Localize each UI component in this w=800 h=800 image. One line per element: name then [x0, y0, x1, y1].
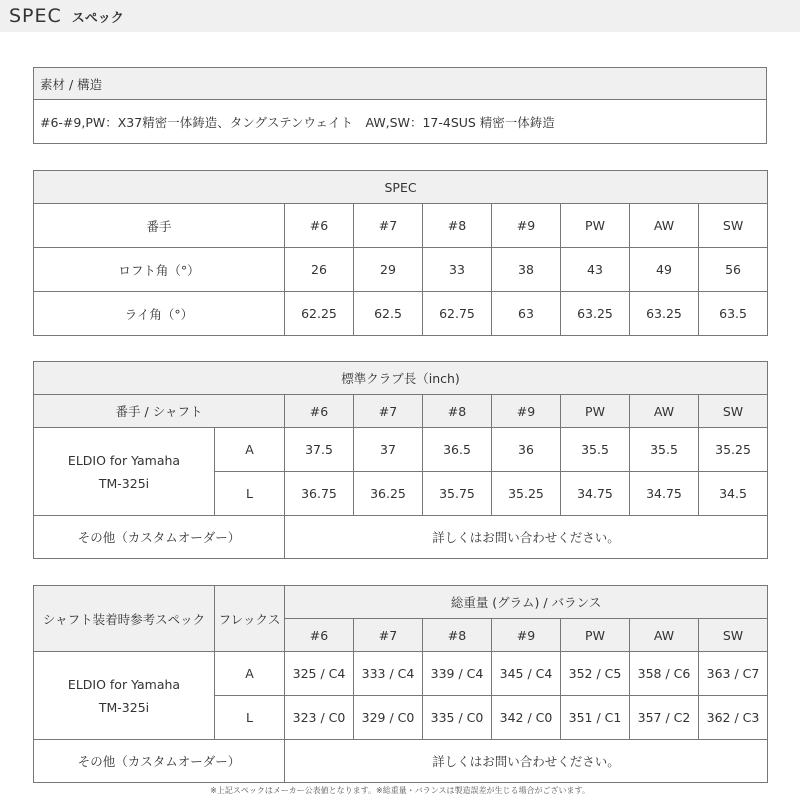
weight-value: 363 / C7	[699, 652, 768, 696]
loft-value: 29	[354, 248, 423, 292]
weight-value: 342 / C0	[492, 696, 561, 740]
club-label: SW	[699, 204, 768, 248]
weight-value: 357 / C2	[630, 696, 699, 740]
club-label: AW	[630, 395, 699, 428]
club-label: #7	[354, 395, 423, 428]
shaft-name-line2: TM-325i	[98, 699, 150, 715]
custom-order-label: その他（カスタムオーダー）	[34, 740, 285, 783]
length-table	[33, 361, 768, 559]
flex-a-label: A	[215, 428, 285, 472]
club-label: #6	[285, 204, 354, 248]
custom-order-note: 詳しくはお問い合わせください。	[285, 740, 768, 783]
weight-other-row	[34, 740, 768, 783]
club-label: #8	[423, 619, 492, 652]
length-value: 35.5	[630, 428, 699, 472]
weight-value: 352 / C5	[561, 652, 630, 696]
length-value: 35.25	[492, 472, 561, 516]
weight-value: 323 / C0	[285, 696, 354, 740]
lie-row	[34, 292, 768, 336]
length-value: 36.25	[354, 472, 423, 516]
club-label: #7	[354, 204, 423, 248]
length-other-row	[34, 516, 768, 559]
custom-order-note: 詳しくはお問い合わせください。	[285, 516, 768, 559]
lie-value: 63.25	[630, 292, 699, 336]
weight-value: 333 / C4	[354, 652, 423, 696]
club-label: SW	[699, 395, 768, 428]
club-label: AW	[630, 204, 699, 248]
length-value: 35.75	[423, 472, 492, 516]
length-value: 37.5	[285, 428, 354, 472]
lie-value: 62.75	[423, 292, 492, 336]
loft-value: 38	[492, 248, 561, 292]
length-value: 34.75	[630, 472, 699, 516]
length-title: 標準クラブ長（inch)	[34, 362, 768, 395]
weight-value: 339 / C4	[423, 652, 492, 696]
club-label: #7	[354, 619, 423, 652]
length-number-label: 番手 / シャフト	[34, 395, 285, 428]
length-club-row	[34, 395, 768, 428]
shaft-ref-label: シャフト装着時参考スペック	[34, 586, 215, 652]
club-label: PW	[561, 395, 630, 428]
length-value: 34.5	[699, 472, 768, 516]
section-title-en: SPEC	[9, 5, 62, 27]
loft-value: 49	[630, 248, 699, 292]
weight-title: 総重量 (グラム) / バランス	[285, 586, 768, 619]
length-value: 34.75	[561, 472, 630, 516]
weight-table	[33, 585, 768, 783]
club-label: #8	[423, 395, 492, 428]
shaft-name-line1: ELDIO for Yamaha	[67, 452, 181, 468]
club-label: #9	[492, 619, 561, 652]
lie-value: 63.25	[561, 292, 630, 336]
weight-value: 335 / C0	[423, 696, 492, 740]
flex-l-label: L	[215, 472, 285, 516]
lie-value: 62.25	[285, 292, 354, 336]
loft-value: 56	[699, 248, 768, 292]
loft-value: 43	[561, 248, 630, 292]
length-shaft-name	[34, 428, 215, 516]
spec-title: SPEC	[34, 171, 768, 204]
weight-value: 325 / C4	[285, 652, 354, 696]
lie-value: 62.5	[354, 292, 423, 336]
loft-value: 26	[285, 248, 354, 292]
spec-club-row	[34, 204, 768, 248]
weight-value: 358 / C6	[630, 652, 699, 696]
lie-value: 63	[492, 292, 561, 336]
club-label: PW	[561, 619, 630, 652]
loft-value: 33	[423, 248, 492, 292]
flex-a-label: A	[215, 652, 285, 696]
material-table	[33, 67, 767, 144]
weight-value: 362 / C3	[699, 696, 768, 740]
spec-table	[33, 170, 768, 336]
club-label: #9	[492, 395, 561, 428]
flex-label: フレックス	[215, 586, 285, 652]
club-label: #6	[285, 395, 354, 428]
length-value: 36	[492, 428, 561, 472]
shaft-name-line2: TM-325i	[98, 475, 150, 491]
loft-row	[34, 248, 768, 292]
lie-value: 63.5	[699, 292, 768, 336]
length-value: 36.75	[285, 472, 354, 516]
lie-label: ライ角（°）	[34, 292, 285, 336]
section-header	[0, 0, 800, 32]
club-label: #6	[285, 619, 354, 652]
section-title-ja: スペック	[71, 10, 124, 26]
spec-number-label: 番手	[34, 204, 285, 248]
weight-value: 345 / C4	[492, 652, 561, 696]
flex-l-label: L	[215, 696, 285, 740]
length-value: 36.5	[423, 428, 492, 472]
club-label: #9	[492, 204, 561, 248]
club-label: AW	[630, 619, 699, 652]
custom-order-label: その他（カスタムオーダー）	[34, 516, 285, 559]
material-text: #6-#9,PW：X37精密一体鋳造、タングステンウェイト AW,SW：17-4SUS 精密一体鋳造	[34, 100, 767, 144]
weight-value: 329 / C0	[354, 696, 423, 740]
loft-label: ロフト角（°）	[34, 248, 285, 292]
shaft-name-line1: ELDIO for Yamaha	[67, 676, 181, 692]
club-label: PW	[561, 204, 630, 248]
club-label: #8	[423, 204, 492, 248]
material-heading: 素材 / 構造	[34, 68, 767, 100]
length-value: 37	[354, 428, 423, 472]
club-label: SW	[699, 619, 768, 652]
weight-shaft-name	[34, 652, 215, 740]
length-value: 35.25	[699, 428, 768, 472]
weight-value: 351 / C1	[561, 696, 630, 740]
length-value: 35.5	[561, 428, 630, 472]
footnote: ※上記スペックはメーカー公表値となります。※総重量・バランスは製造誤差が生じる場合がございます。	[210, 786, 590, 795]
length-flex-a-row	[34, 428, 768, 472]
weight-flex-a-row	[34, 652, 768, 696]
